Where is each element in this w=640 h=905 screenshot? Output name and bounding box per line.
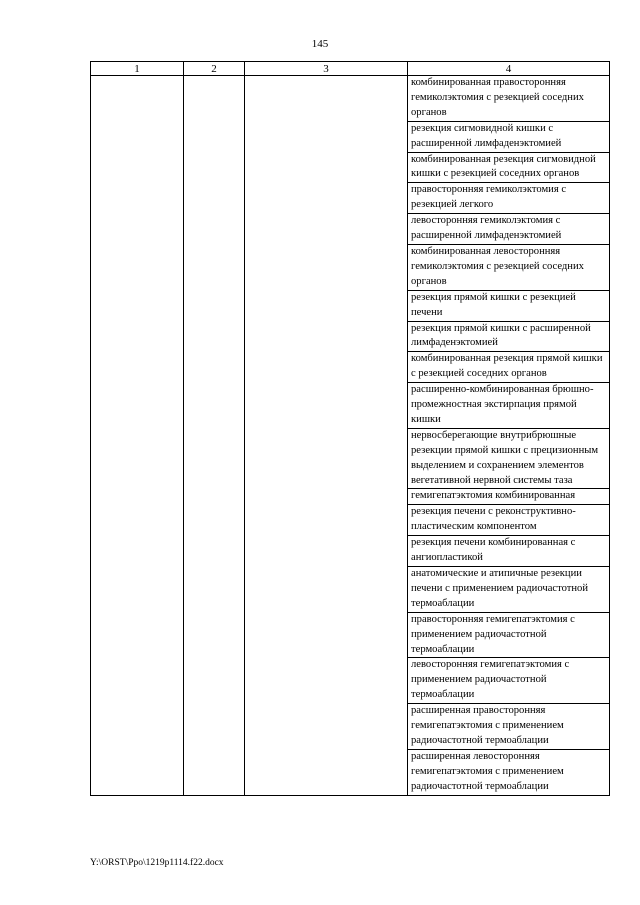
procedure-item: расширенно-комбинированная брюшно-промежностная экстирпация прямой кишки	[408, 382, 609, 428]
file-path-footer: Y:\ORST\Ppo\1219p1114.f22.docx	[90, 858, 224, 868]
page-number: 145	[311, 38, 329, 50]
document-table	[90, 61, 610, 796]
procedure-item: комбинированная резекция сигмовидной кишки с резекцией соседних органов	[408, 152, 609, 183]
cell-col-2	[184, 76, 245, 796]
procedure-item: расширенная правосторонняя гемигепатэктомия с применением радиочастотной термоаблации	[408, 703, 609, 749]
procedure-item: комбинированная левосторонняя гемиколэктомия с резекцией соседних органов	[408, 244, 609, 290]
procedure-item: резекция печени с реконструктивно-пластическим компонентом	[408, 504, 609, 535]
procedure-item: резекция прямой кишки с расширенной лимфаденэктомией	[408, 321, 609, 352]
table-row	[91, 76, 610, 796]
cell-col-3	[245, 76, 408, 796]
procedure-item: анатомические и атипичные резекции печени с применением радиочастотной термоаблации	[408, 566, 609, 612]
header-col-1: 1	[91, 62, 184, 76]
procedure-item: гемигепатэктомия комбинированная	[408, 488, 609, 504]
cell-col-1	[91, 76, 184, 796]
procedure-item: резекция сигмовидной кишки с расширенной лимфаденэктомией	[408, 121, 609, 152]
procedure-list	[408, 76, 609, 795]
header-col-2: 2	[184, 62, 245, 76]
header-col-4: 4	[408, 62, 610, 76]
procedure-item: левосторонняя гемиколэктомия с расширенной лимфаденэктомией	[408, 213, 609, 244]
procedure-item: нервосберегающие внутрибрюшные резекции прямой кишки с прецизионным выделением и сохранением элементов вегетативной нервной системы таза	[408, 428, 609, 489]
procedure-item: комбинированная правосторонняя гемиколэктомия с резекцией соседних органов	[411, 77, 584, 118]
procedure-item: правосторонняя гемигепатэктомия с применением радиочастотной термоаблации	[408, 612, 609, 658]
procedure-item: резекция прямой кишки с резекцией печени	[408, 290, 609, 321]
procedure-item: правосторонняя гемиколэктомия с резекцией легкого	[408, 182, 609, 213]
procedure-item: левосторонняя гемигепатэктомия с применением радиочастотной термоаблации	[408, 657, 609, 703]
cell-col-4	[408, 76, 610, 796]
table-header-row	[91, 62, 610, 76]
procedure-item: резекция печени комбинированная с ангиопластикой	[408, 535, 609, 566]
header-col-3: 3	[245, 62, 408, 76]
procedure-item: расширенная левосторонняя гемигепатэктомия с применением радиочастотной термоаблации	[408, 749, 609, 795]
procedure-item: комбинированная резекция прямой кишки с резекцией соседних органов	[408, 351, 609, 382]
